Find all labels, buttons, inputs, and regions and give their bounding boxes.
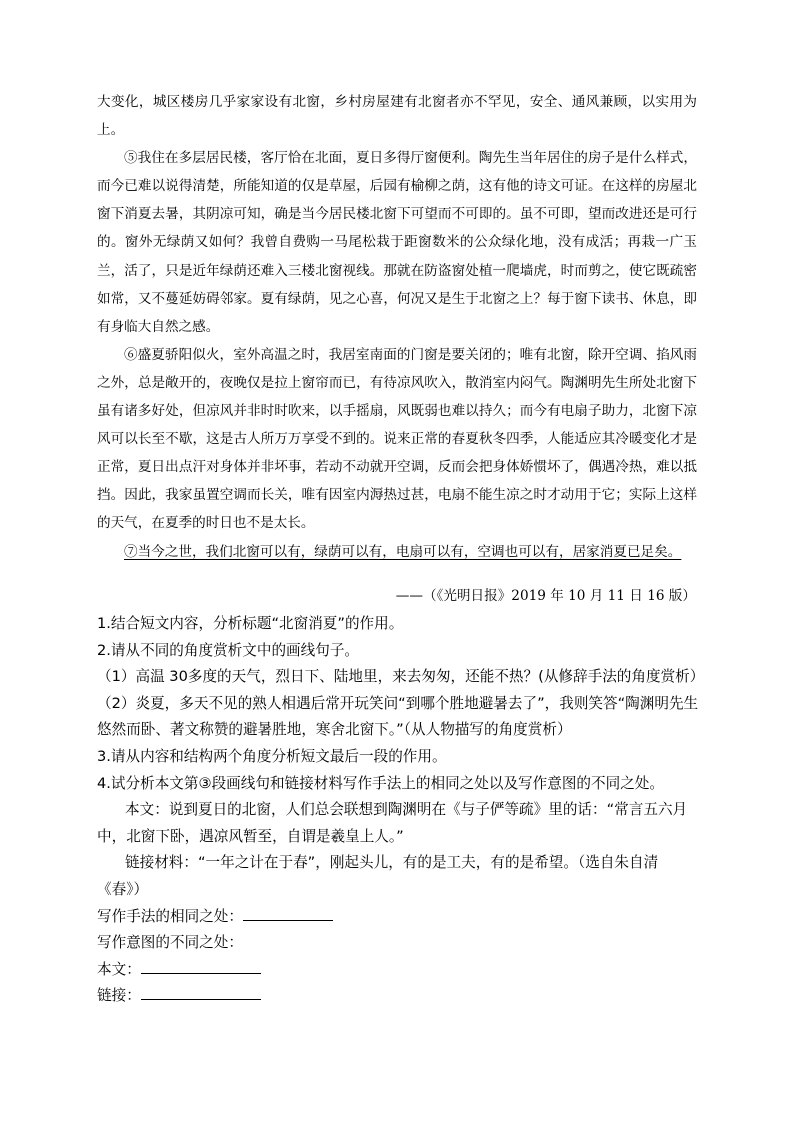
question-4-link-line-1: 链接材料：“一年之计在于春”，刚起头儿，有的是工夫，有的是希望。（选自朱自清 <box>125 854 659 872</box>
question-3: 3.请从内容和结构两个角度分析短文最后一段的作用。 <box>97 747 447 765</box>
question-section <box>97 611 705 1010</box>
answer-same-row <box>97 904 702 931</box>
answer-diff-label: 写作意图的不同之处： <box>97 934 243 952</box>
question-4-text-line-2: 中，北窗下卧，遇凉风暂至，自谓是羲皇上人。” <box>97 827 404 845</box>
question-4-link-line-2: 《春》） <box>97 880 149 898</box>
question-2-part-2-line-2: 悠然而卧、著文称赞的避暑胜地，寒舍北窗下。”（从人物描写的角度赏析） <box>97 721 572 739</box>
answer-text-row <box>97 957 702 984</box>
question-2: 2.请从不同的角度赏析文中的画线句子。 <box>97 641 360 659</box>
article-paragraph-7 <box>97 538 697 566</box>
article-paragraph-4-end: 大变化，城区楼房几乎家家设有北窗，乡村房屋建有北窗者亦不罕见，安全、通风兼顾，以实用为上。 <box>97 94 697 139</box>
question-4-text-line-1: 本文：说到夏日的北窗，人们总会联想到陶渊明在《与子俨等疏》里的话：“常言五六月 <box>125 801 688 819</box>
article-paragraph-5: ⑤我住在多层居民楼，客厅恰在北面，夏日多得厅窗便利。陶先生当年居住的房子是什么样式，而今已难以说得清楚，所能知道的仅是草屋，后园有榆柳之荫，这有他的诗文可证。在这样的房屋北窗下消夏去暑，其阴凉可知，确是当今居民楼北窗下可望而不可即的。虽不可即，望而改进还是可行的。窗外无绿荫又如何？我曾自费购一马尾松栽于距窗数米的公众绿化地，没有成活；再栽一广玉兰，活了，只是近年绿荫还难入三楼北窗视线。那就在防盗窗处植一爬墙虎，时而剪之，使它既疏密如常，又不蔓延妨碍邻家。夏有绿荫，见之心喜，何况又是生于北窗之上？每于窗下读书、休息，即有身临大自然之感。 <box>97 150 697 335</box>
article-source: ——（《光明日报》2019 年 10 月 11 日 16 版） <box>395 588 696 604</box>
question-2-part-2-line-1: （2）炎夏，多天不见的熟人相遇后常开玩笑问“到哪个胜地避暑去了”，我则笑答“陶渊明先生 <box>97 694 699 712</box>
underlined-sentence: ⑦当今之世，我们北窗可以有，绿荫可以有，电扇可以有，空调也可以有，居家消夏已足矣。 <box>124 543 682 560</box>
answer-text-label: 本文： <box>97 960 141 978</box>
article-paragraph-6: ⑥盛夏骄阳似火，室外高温之时，我居室南面的门窗是要关闭的；唯有北窗，除开空调、掐风雨之外，总是敞开的，夜晚仅是拉上窗帘而已，有待凉风吹入，散消室内闷气。陶渊明先生所处北窗下虽有诸多好处，但凉风并非时时吹来，以手摇扇，风既弱也难以持久；而今有电扇子助力，北窗下凉风可以长至不歇，这是古人所万万享受不到的。说来正常的春夏秋冬四季，人能适应其冷暖变化才是正常，夏日出点汗对身体并非坏事，若动不动就开空调，反而会把身体娇惯坏了，偶遇冷热，难以抵挡。因此，我家虽置空调而长关，唯有因室内溽热过甚，电扇不能生凉之时才动用于它；实际上这样的天气，在夏季的时日也不是太长。 <box>97 346 697 532</box>
answer-link-label: 链接： <box>97 987 141 1005</box>
question-4: 4.试分析本文第③段画线句和链接材料写作手法上的相同之处以及写作意图的不同之处。 <box>97 774 664 792</box>
answer-link-row <box>97 983 702 1010</box>
answer-text-blank[interactable] <box>141 958 261 974</box>
answer-link-blank[interactable] <box>141 984 261 1000</box>
question-1: 1.结合短文内容，分析标题“北窗消夏”的作用。 <box>97 615 404 632</box>
article-body <box>97 88 697 566</box>
answer-same-blank[interactable] <box>243 905 333 921</box>
answer-same-label: 写作手法的相同之处： <box>97 907 243 925</box>
question-2-part-1: （1）高温 30多度的天气，烈日下、陆地里，来去匆匆，还能不热？(从修辞手法的角度赏析） <box>97 668 705 686</box>
